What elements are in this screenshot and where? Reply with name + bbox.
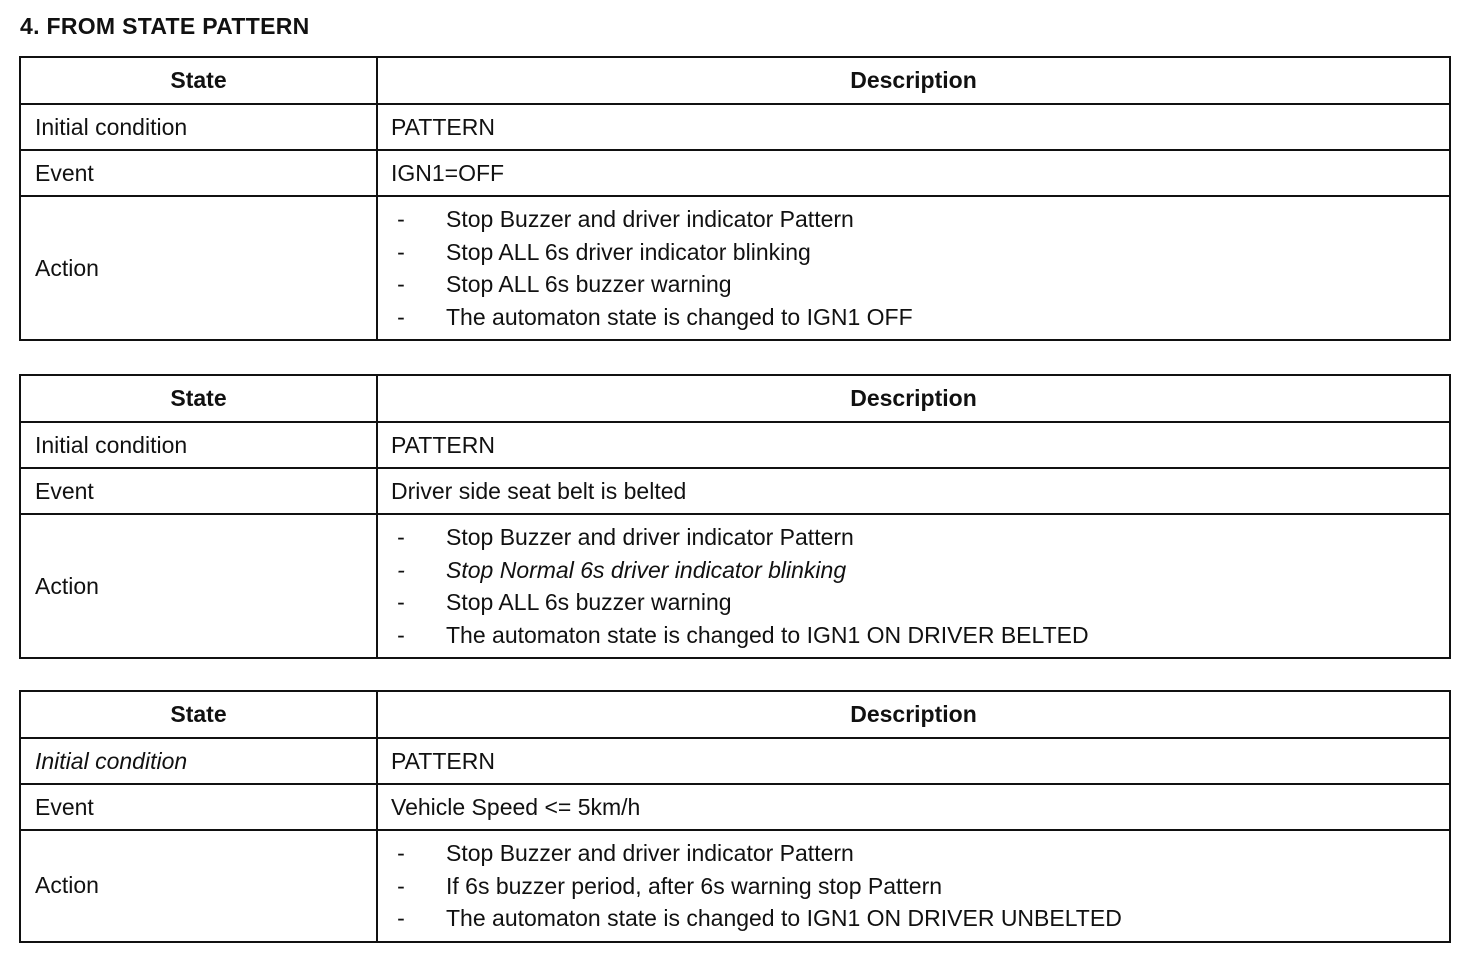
event-row [20, 784, 1450, 830]
initial-condition-row [20, 738, 1450, 784]
state-table-1 [19, 56, 1451, 341]
initial-condition-label: Initial condition [20, 104, 377, 150]
action-label: Action [20, 830, 377, 942]
action-cell [377, 830, 1450, 942]
event-label: Event [20, 784, 377, 830]
state-table-3 [19, 690, 1451, 943]
action-item [391, 236, 1449, 269]
initial-condition-row [20, 422, 1450, 468]
initial-condition-label: Initial condition [20, 738, 377, 784]
event-row [20, 468, 1450, 514]
action-item-text: The automaton state is changed to IGN1 ON DRIVER BELTED [446, 621, 1089, 648]
bullet-dash: - [397, 872, 405, 899]
state-column-header: State [20, 375, 377, 422]
action-item [391, 619, 1449, 652]
bullet-dash: - [397, 303, 405, 330]
bullet-dash: - [397, 905, 405, 931]
action-list [391, 515, 1449, 657]
description-column-header: Description [377, 375, 1450, 422]
action-row [20, 830, 1450, 942]
action-row [20, 196, 1450, 340]
action-item-text: Stop Buzzer and driver indicator Pattern [446, 840, 854, 866]
initial-condition-value: PATTERN [377, 104, 1450, 150]
action-item [391, 902, 1449, 935]
action-item [391, 268, 1449, 301]
action-cell [377, 514, 1450, 658]
table-header-row [20, 691, 1450, 738]
action-row [20, 514, 1450, 658]
bullet-dash: - [397, 271, 405, 297]
action-item-text: Stop ALL 6s driver indicator blinking [446, 238, 811, 265]
action-item [391, 870, 1449, 903]
action-item-text: Stop ALL 6s buzzer warning [446, 271, 732, 297]
action-item [391, 554, 1449, 587]
section-heading: 4. FROM STATE PATTERN [20, 13, 310, 39]
bullet-dash: - [397, 238, 405, 265]
state-column-header: State [20, 691, 377, 738]
action-item [391, 203, 1449, 236]
table-header-row [20, 375, 1450, 422]
action-cell [377, 196, 1450, 340]
action-item-text: The automaton state is changed to IGN1 OFF [446, 303, 913, 330]
event-value: Vehicle Speed <= 5km/h [377, 784, 1450, 830]
bullet-dash: - [397, 621, 405, 648]
action-item-text: Stop Buzzer and driver indicator Pattern [446, 524, 854, 550]
table-header-row [20, 57, 1450, 104]
state-column-header: State [20, 57, 377, 104]
description-column-header: Description [377, 691, 1450, 738]
action-label: Action [20, 514, 377, 658]
action-list [391, 197, 1449, 339]
action-item-text: The automaton state is changed to IGN1 ON DRIVER UNBELTED [446, 905, 1122, 931]
action-item-text: Stop ALL 6s buzzer warning [446, 589, 732, 615]
action-item [391, 521, 1449, 554]
event-label: Event [20, 150, 377, 196]
bullet-dash: - [397, 524, 405, 550]
action-item-text: If 6s buzzer period, after 6s warning stop Pattern [446, 872, 943, 899]
event-row [20, 150, 1450, 196]
description-column-header: Description [377, 57, 1450, 104]
event-value: IGN1=OFF [377, 150, 1450, 196]
bullet-dash: - [397, 206, 405, 232]
action-item [391, 586, 1449, 619]
state-table-2 [19, 374, 1451, 659]
action-item [391, 837, 1449, 870]
initial-condition-label: Initial condition [20, 422, 377, 468]
action-item-text: Stop Normal 6s driver indicator blinking [446, 556, 847, 583]
event-value: Driver side seat belt is belted [377, 468, 1450, 514]
event-label: Event [20, 468, 377, 514]
initial-condition-value: PATTERN [377, 738, 1450, 784]
bullet-dash: - [397, 840, 405, 866]
action-item-text: Stop Buzzer and driver indicator Pattern [446, 206, 854, 232]
action-item [391, 301, 1449, 334]
bullet-dash: - [397, 589, 405, 615]
initial-condition-value: PATTERN [377, 422, 1450, 468]
bullet-dash: - [397, 556, 405, 583]
action-list [391, 831, 1449, 941]
action-label: Action [20, 196, 377, 340]
initial-condition-row [20, 104, 1450, 150]
